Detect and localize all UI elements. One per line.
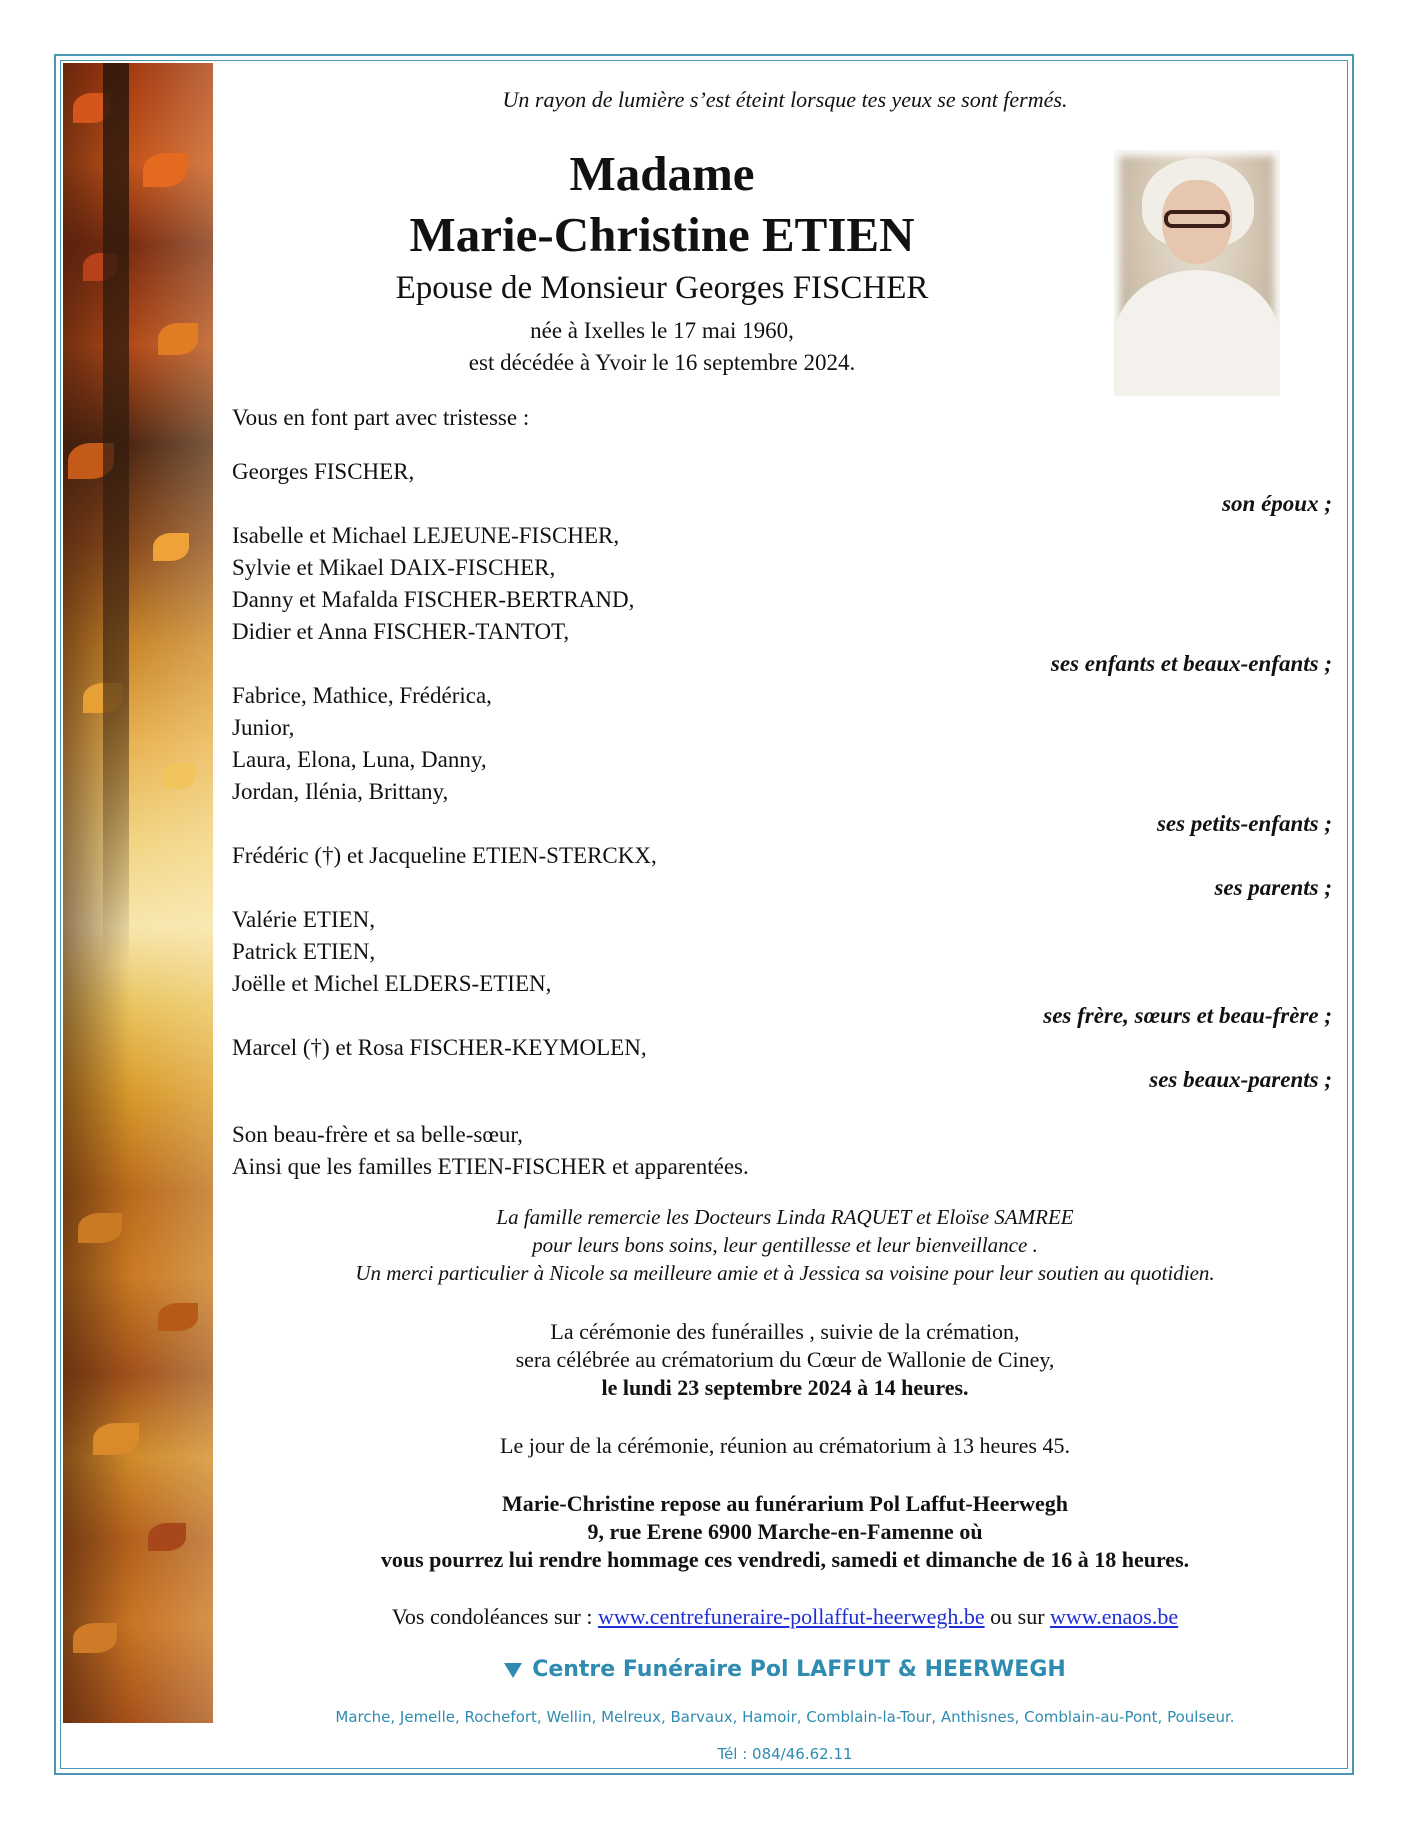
- family-relation: ses beaux-parents ;: [1149, 1067, 1332, 1092]
- deceased-name: Marie-Christine ETIEN: [409, 207, 915, 262]
- family-relation: ses enfants et beaux-enfants ;: [1050, 651, 1332, 676]
- funeral-center-label: Centre Funéraire Pol LAFFUT & HEERWEGH: [532, 1657, 1066, 1682]
- ceremony-date: le lundi 23 septembre 2024 à 14 heures.: [601, 1375, 969, 1400]
- family-name-line: Sylvie et Mikael DAIX-FISCHER,: [232, 555, 556, 580]
- family-name-line: Patrick ETIEN,: [232, 939, 376, 964]
- family-name-line: Joëlle et Michel ELDERS-ETIEN,: [232, 971, 552, 996]
- visitation-line: vous pourrez lui rendre hommage ces vendredi, samedi et dimanche de 16 à 18 heures.: [380, 1547, 1190, 1572]
- thanks-line: Un merci particulier à Nicole sa meilleure amie et à Jessica sa voisine pour leur soutien au quotidien.: [355, 1261, 1215, 1285]
- family-name-line: Frédéric (†) et Jacqueline ETIEN-STERCKX,: [232, 843, 657, 868]
- family-name-line: Didier et Anna FISCHER-TANTOT,: [232, 619, 570, 644]
- family-name-line: Danny et Mafalda FISCHER-BERTRAND,: [232, 587, 635, 612]
- family-name-line: Georges FISCHER,: [232, 459, 415, 484]
- family-relation: ses petits-enfants ;: [1156, 811, 1332, 836]
- visitation-line: 9, rue Erene 6900 Marche-en-Famenne où: [587, 1519, 983, 1544]
- autumn-forest-banner: [63, 63, 213, 1723]
- triangle-down-icon: [504, 1663, 522, 1678]
- honorific-title: Madame: [569, 146, 755, 201]
- intro-line: Vous en font part avec tristesse :: [232, 405, 530, 430]
- condolences-line: [232, 1604, 1338, 1630]
- spouse-line: Epouse de Monsieur Georges FISCHER: [395, 270, 929, 306]
- family-name-line: Junior,: [232, 715, 295, 740]
- funeral-center-towns: Marche, Jemelle, Rochefort, Wellin, Melreux, Barvaux, Hamoir, Comblain-la-Tour, Anthisnes, Comblain-au-Pont, Poulseur.: [335, 1708, 1235, 1726]
- family-name-line: Laura, Elona, Luna, Danny,: [232, 747, 487, 772]
- family-relation: ses parents ;: [1214, 875, 1332, 900]
- death-line: est décédée à Yvoir le 16 septembre 2024.: [468, 350, 856, 375]
- ceremony-line: La cérémonie des funérailles , suivie de la crémation,: [550, 1319, 1020, 1344]
- family-relation: son époux ;: [1222, 491, 1332, 516]
- visitation-line: Marie-Christine repose au funérarium Pol Laffut-Heerwegh: [502, 1491, 1068, 1516]
- family-name-line: Fabrice, Mathice, Frédérica,: [232, 683, 492, 708]
- enaos-link[interactable]: www.enaos.be: [1050, 1604, 1179, 1629]
- family-name-line: Valérie ETIEN,: [232, 907, 376, 932]
- family-relation: ses frère, sœurs et beau-frère ;: [1043, 1003, 1332, 1028]
- family-name-line: Jordan, Ilénia, Brittany,: [232, 779, 449, 804]
- funeral-center-link[interactable]: www.centrefuneraire-pollaffut-heerwegh.be: [598, 1604, 985, 1629]
- others-line: Ainsi que les familles ETIEN-FISCHER et apparentées.: [232, 1154, 749, 1179]
- family-name-line: Isabelle et Michael LEJEUNE-FISCHER,: [232, 523, 620, 548]
- ceremony-line: sera célébrée au crématorium du Cœur de Wallonie de Ciney,: [515, 1347, 1055, 1372]
- memorial-quote: Un rayon de lumière s’est éteint lorsque tes yeux se sont fermés.: [502, 87, 1068, 112]
- ceremony-meeting: Le jour de la cérémonie, réunion au crématorium à 13 heures 45.: [500, 1433, 1070, 1458]
- funeral-center-phone: Tél : 084/46.62.11: [717, 1745, 853, 1763]
- portrait-photo: [1114, 150, 1280, 396]
- family-name-line: Marcel (†) et Rosa FISCHER-KEYMOLEN,: [232, 1035, 647, 1060]
- thanks-line: La famille remercie les Docteurs Linda RAQUET et Eloïse SAMREE: [496, 1205, 1074, 1229]
- funeral-center-name: [232, 1657, 1338, 1682]
- condolences-middle: ou sur: [984, 1604, 1051, 1629]
- condolences-prefix: Vos condoléances sur :: [391, 1604, 598, 1629]
- others-line: Son beau-frère et sa belle-sœur,: [232, 1122, 523, 1147]
- birth-line: née à Ixelles le 17 mai 1960,: [530, 318, 794, 343]
- thanks-line: pour leurs bons soins, leur gentillesse et leur bienveillance .: [532, 1233, 1038, 1257]
